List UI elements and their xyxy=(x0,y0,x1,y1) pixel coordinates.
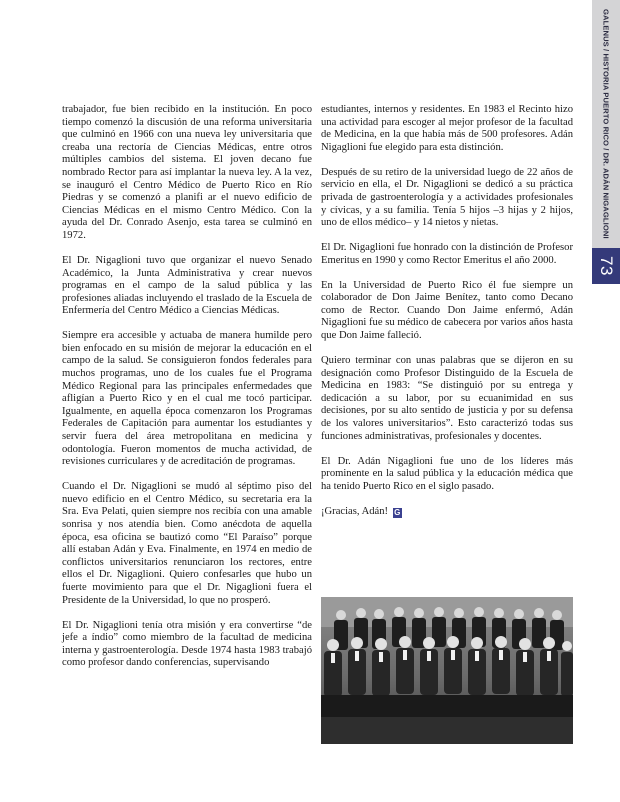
paragraph: El Dr. Adán Nigaglioni fue uno de los líderes más prominente en la salud pública y la educación médica que ha tenido Puerto Rico en el siglo pasado. xyxy=(321,455,573,492)
paragraph: Siempre era accesible y actuaba de manera humilde pero bien enfocado en su misión de mejorar la educación en el campo de la salud. Se consiguieron fondos federales para muchos programas, uno de los cuales fue el Programa Médico Regional para las principales enfermedades que afligían a Puerto Rico y en el cual me tocó participar. Igualmente, en aquella época comenzaron los Programas Federales de Capitación para aumentar los estudiantes y servir fuera del área metropolitana en medicina y odontología. Fueron momentos de mucha actividad, de revisiones curriculares y de acreditación de programas. xyxy=(62,330,312,468)
group-photo xyxy=(321,597,573,744)
running-head xyxy=(592,0,620,248)
paragraph: Quiero terminar con unas palabras que se dijeron en su designación como Profesor Distinguido de la Escuela de Medicina en 1983: “Se distinguió por su entrega y dedicación a su labor, por su ecuanimidad en sus decisiones, por su alto sentido de justicia y por su defensa de los valores universitarios”. Esto caracterizó todas sus funciones administrativas, profesionales y docentes. xyxy=(321,355,573,442)
paragraph: El Dr. Nigaglioni fue honrado con la distinción de Profesor Emeritus en 1990 y como Rector Emeritus el año 2000. xyxy=(321,242,573,266)
paragraph: trabajador, fue bien recibido en la institución. En poco tiempo comenzó la discusión de una reforma universitaria que culminó en 1966 con una nueva ley universitaria que creaba una rectoría de Ciencias Médicas, entre otros múltiples cambios del sistema. El joven decano fue nombrado Rector para así implantar la nueva ley. A la vez, se inauguró el Centro Médico de Puerto Rico en Río Piedras y se comenzó a planifi ar el nuevo edificio de Ciencias Médicas en el mismo Centro Médico. Con la ayuda del Dr. Conrado Asenjo, esta tarea se culminó en 1972. xyxy=(62,104,312,241)
sidebar xyxy=(592,0,620,802)
end-mark-icon: G xyxy=(394,507,401,517)
group-photo-image xyxy=(321,597,573,744)
paragraph: El Dr. Nigaglioni tuvo que organizar el nuevo Senado Académico, la Junta Administrativa y crear nuevos programas en el campo de la salud pública y las profesiones aliadas incluyendo el traslado de la Escuela de Enfermería del Centro Médico a Ciencias Médicas. xyxy=(62,254,312,317)
page-number: 73 xyxy=(597,256,616,276)
paragraph: Cuando el Dr. Nigaglioni se mudó al séptimo piso del nuevo edificio en el Centro Médico, su secretaria era la Sra. Eva Pelati, quien siempre nos recibía con una amable sonrisa y nos atendía bien. Como anécdota de aquella época, esa oficina se bautizó como “El Paraíso” porque allí estaban Adán y Eva. Finalmente, en 1974 en medio de conflictos universitarios renunciaron los rectores, entre ellos el Dr. Nigaglioni. Quiero confesarles que hubo un fuerte movimiento para que el Dr. Nigaglioni fuera el Presidente de la Universidad, lo que no prosperó. xyxy=(62,481,312,606)
closing-text: ¡Gracias, Adán! xyxy=(321,505,389,517)
closing-line xyxy=(321,506,573,519)
left-column xyxy=(62,104,312,682)
paragraph: El Dr. Nigaglioni tenía otra misión y era convertirse “de jefe a índio” como miembro de la facultad de medicina interna y gastroenterología. Desde 1974 hasta 1983 trabajó como profesor dando conferencias, supervisando xyxy=(62,619,312,669)
right-column xyxy=(321,104,573,531)
running-head-text: GALENUS / HISTORIA PUERTO RICO / DR. ADÁN NIGAGLIONI xyxy=(601,9,611,239)
paragraph: estudiantes, internos y residentes. En 1983 el Recinto hizo una actividad para escoger al mejor profesor de la facultad de Medicina, en la que había más de 500 profesores. Adán Nigaglioni fue elegido para esta distinción. xyxy=(321,104,573,153)
paragraph: Después de su retiro de la universidad luego de 22 años de servicio en ella, el Dr. Nigaglioni se dedicó a su práctica privada de gastroenterología y a actividades profesionales y cívicas, y a su familia. Tenía 5 hijos –3 hijas y 2 hijos, uno de ellos médico– y 14 nietos y nietas. xyxy=(321,166,573,229)
page-number-box xyxy=(592,248,620,284)
paragraph: En la Universidad de Puerto Rico él fue siempre un colaborador de Don Jaime Benítez, tanto como Decano como de Rector. Cuando Don Jaime enfermó, Adán Nigaglioni fue su médico de cabecera por varios años hasta que Don Jaime falleció. xyxy=(321,279,573,342)
